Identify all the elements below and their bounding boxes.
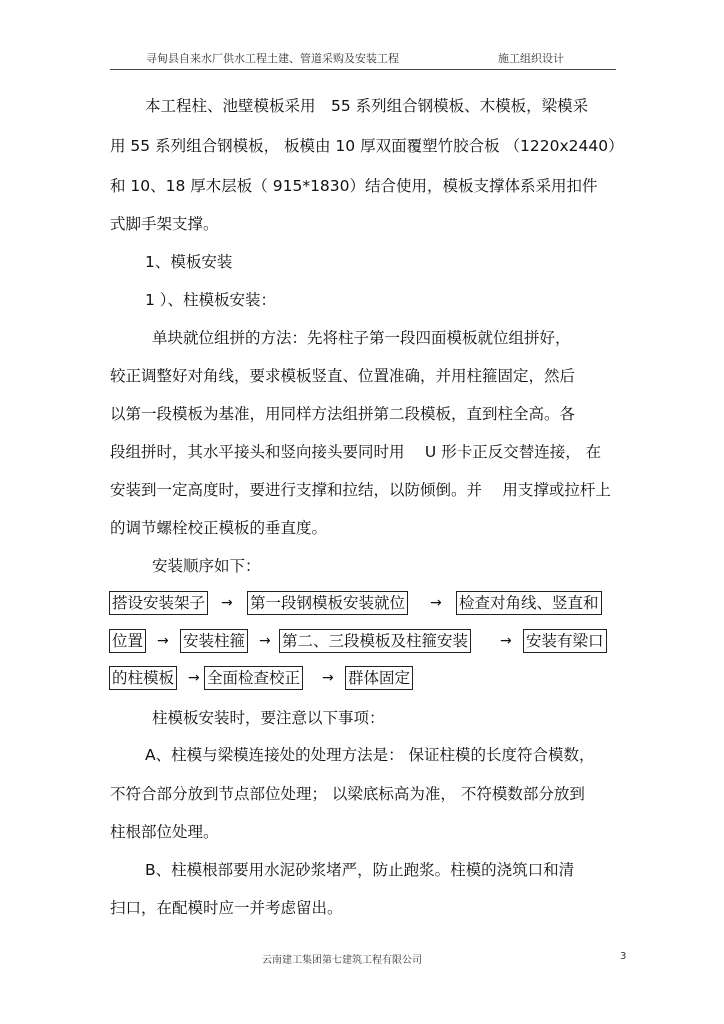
paragraph-1-line-3: 和 10、18 厚木层板（ 915*1830）结合使用，模板支撑体系采用扣件 [110,177,598,195]
sequence-step-beam-opening: 安装有梁口 [523,629,607,653]
sequence-step-full-check: 全面检查校正 [204,666,303,690]
sequence-step-column-formwork: 的柱模板 [109,666,177,690]
paragraph-2-line-5: 安装到一定高度时，要进行支撑和拉结，以防倾倒。并 用支撑或拉杆上 [110,481,611,499]
sequence-title: 安装顺序如下： [152,557,261,575]
sequence-step-second-third: 第二、三段模板及柱箍安装 [279,629,471,653]
paragraph-2-line-6: 的调节螺栓校正模板的垂直度。 [110,519,328,537]
sequence-step-column-hoop: 安装柱箍 [180,629,248,653]
page-number: 3 [620,951,627,962]
paragraph-1-line-1: 本工程柱、池壁模板采用 55 系列组合钢模板、木模板，梁模采 [145,97,589,115]
paragraph-4-line-1: A、柱模与梁模连接处的处理方法是： 保证柱模的长度符合模数， [145,746,595,764]
sequence-step-scaffold: 搭设安装架子 [109,591,208,615]
header-project-title: 寻甸县自来水厂供水工程土建、管道采购及安装工程 [146,52,399,65]
paragraph-2-line-3: 以第一段模板为基准，用同样方法组拼第二段模板，直到柱全高。各 [110,405,576,423]
sequence-step-first-section: 第一段钢模板安装就位 [247,591,408,615]
sequence-step-group-fix: 群体固定 [345,666,413,690]
paragraph-2-line-4: 段组拼时，其水平接头和竖向接头要同时用 U 形卡正反交替连接， 在 [110,443,602,461]
paragraph-2-line-1: 单块就位组拼的方法：先将柱子第一段四面模板就位组拼好， [152,329,571,347]
arrow-icon: → [157,633,169,649]
paragraph-4-line-2: 不符合部分放到节点部位处理； 以梁底标高为准， 不符模数部分放到 [110,785,585,803]
sequence-step-check-position: 位置 [109,629,146,653]
arrow-icon: → [500,633,512,649]
paragraph-3-line-1: 柱模板安装时，要注意以下事项： [152,709,385,727]
paragraph-5-line-1: B、柱模根部要用水泥砂浆堵严，防止跑浆。柱模的浇筑口和清 [145,861,575,879]
paragraph-5-line-2: 扫口，在配模时应一并考虑留出。 [110,899,343,917]
paragraph-1-line-2: 用 55 系列组合钢模板， 板模由 10 厚双面覆塑竹胶合板 （1220x2440） [110,137,624,155]
heading-formwork-install: 1、模板安装 [145,253,233,271]
sequence-step-check-diagonal: 检查对角线、竖直和 [456,591,602,615]
heading-column-formwork: 1 ）、柱模板安装： [145,291,277,309]
footer-company: 云南建工集团第七建筑工程有限公司 [262,955,422,966]
arrow-icon: → [430,595,442,611]
arrow-icon: → [259,633,271,649]
arrow-icon: → [322,670,334,686]
paragraph-4-line-3: 柱根部位处理。 [110,823,219,841]
header-doc-type: 施工组织设计 [498,52,564,65]
paragraph-1-line-4: 式脚手架支撑。 [110,215,219,233]
paragraph-2-line-2: 较正调整好对角线，要求模板竖直、位置准确，并用柱箍固定，然后 [110,367,576,385]
arrow-icon: → [221,595,233,611]
arrow-icon: → [188,670,200,686]
header-rule [110,69,616,70]
